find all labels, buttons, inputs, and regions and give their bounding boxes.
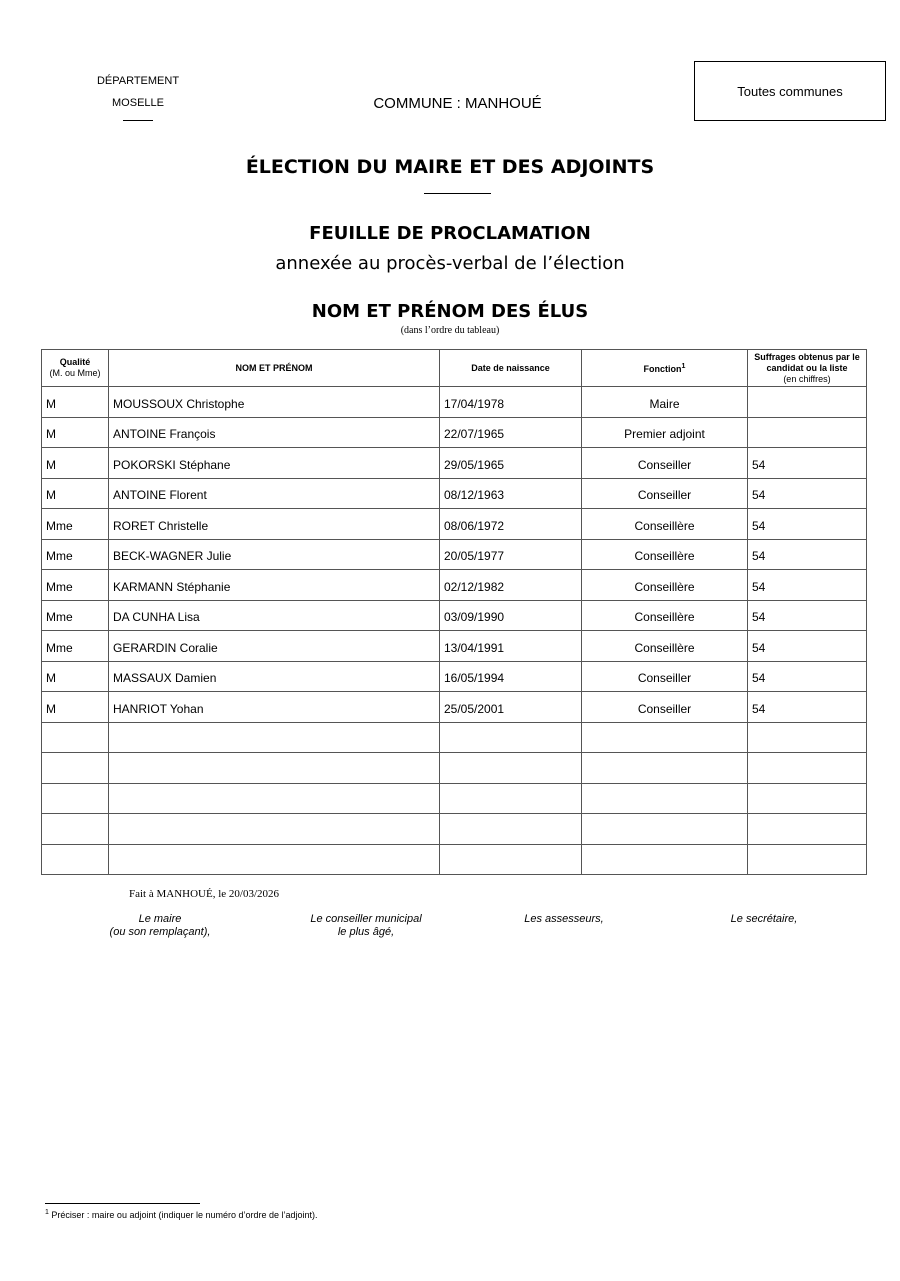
cell-date: 13/04/1991 bbox=[440, 631, 582, 662]
cell-nom: GERARDIN Coralie bbox=[109, 631, 440, 662]
cell-date: 22/07/1965 bbox=[440, 417, 582, 448]
department-label: DÉPARTEMENT bbox=[96, 75, 180, 87]
table-row bbox=[42, 387, 867, 418]
cell-fonction: Maire bbox=[582, 387, 748, 418]
cell-fonction bbox=[582, 844, 748, 875]
cell-suffrages bbox=[748, 783, 867, 814]
table-row bbox=[42, 814, 867, 845]
cell-fonction: Premier adjoint bbox=[582, 417, 748, 448]
sheet-subtitle: annexée au procès-verbal de l’élection bbox=[275, 253, 625, 274]
cell-qualite: M bbox=[42, 661, 109, 692]
table-row bbox=[42, 509, 867, 540]
cell-date: 25/05/2001 bbox=[440, 692, 582, 723]
elected-table bbox=[41, 349, 867, 875]
cell-qualite: Mme bbox=[42, 509, 109, 540]
department-divider bbox=[123, 120, 153, 121]
cell-nom: DA CUNHA Lisa bbox=[109, 600, 440, 631]
communes-box-text: Toutes communes bbox=[737, 84, 843, 99]
table-row bbox=[42, 570, 867, 601]
cell-fonction: Conseiller bbox=[582, 478, 748, 509]
cell-suffrages bbox=[748, 417, 867, 448]
cell-fonction bbox=[582, 814, 748, 845]
cell-nom: ANTOINE François bbox=[109, 417, 440, 448]
cell-nom: KARMANN Stéphanie bbox=[109, 570, 440, 601]
cell-date bbox=[440, 844, 582, 875]
cell-suffrages: 54 bbox=[748, 539, 867, 570]
page-title: ÉLECTION DU MAIRE ET DES ADJOINTS bbox=[245, 156, 655, 178]
cell-date bbox=[440, 783, 582, 814]
cell-fonction: Conseiller bbox=[582, 448, 748, 479]
table-row bbox=[42, 783, 867, 814]
table-row bbox=[42, 722, 867, 753]
cell-date bbox=[440, 753, 582, 784]
cell-date: 17/04/1978 bbox=[440, 387, 582, 418]
cell-suffrages bbox=[748, 387, 867, 418]
signature-secretaire: Le secrétaire, bbox=[730, 913, 798, 925]
cell-fonction: Conseillère bbox=[582, 509, 748, 540]
cell-date: 08/06/1972 bbox=[440, 509, 582, 540]
footnote: $^1$ Préciser : maire ou adjoint (indiquer le numéro d’ordre de l’adjoint). bbox=[45, 1209, 318, 1220]
cell-qualite: M bbox=[42, 387, 109, 418]
cell-date: 16/05/1994 bbox=[440, 661, 582, 692]
cell-date: 08/12/1963 bbox=[440, 478, 582, 509]
cell-nom bbox=[109, 722, 440, 753]
cell-fonction: Conseillère bbox=[582, 570, 748, 601]
names-title: NOM ET PRÉNOM DES ÉLUS bbox=[311, 301, 589, 322]
signature-maire: Le maire (ou son remplaçant), bbox=[109, 913, 211, 938]
cell-suffrages bbox=[748, 814, 867, 845]
cell-suffrages: 54 bbox=[748, 448, 867, 479]
cell-qualite bbox=[42, 844, 109, 875]
cell-nom: MASSAUX Damien bbox=[109, 661, 440, 692]
cell-nom bbox=[109, 753, 440, 784]
cell-date: 20/05/1977 bbox=[440, 539, 582, 570]
cell-date: 02/12/1982 bbox=[440, 570, 582, 601]
header-fonction: Fonction$^1$ bbox=[582, 350, 748, 387]
cell-nom: POKORSKI Stéphane bbox=[109, 448, 440, 479]
cell-suffrages: 54 bbox=[748, 692, 867, 723]
cell-qualite bbox=[42, 753, 109, 784]
signature-conseiller: Le conseiller municipal le plus âgé, bbox=[310, 913, 422, 938]
department-name: MOSELLE bbox=[112, 97, 164, 109]
cell-qualite: M bbox=[42, 478, 109, 509]
cell-suffrages: 54 bbox=[748, 661, 867, 692]
cell-fonction bbox=[582, 783, 748, 814]
sheet-title: FEUILLE DE PROCLAMATION bbox=[309, 223, 591, 244]
cell-nom: BECK-WAGNER Julie bbox=[109, 539, 440, 570]
communes-box bbox=[694, 61, 886, 121]
cell-nom: ANTOINE Florent bbox=[109, 478, 440, 509]
table-row bbox=[42, 692, 867, 723]
table-row bbox=[42, 661, 867, 692]
cell-fonction bbox=[582, 722, 748, 753]
table-row bbox=[42, 478, 867, 509]
cell-suffrages bbox=[748, 722, 867, 753]
order-note: (dans l’ordre du tableau) bbox=[400, 325, 500, 336]
table-row bbox=[42, 844, 867, 875]
table-row bbox=[42, 417, 867, 448]
cell-nom: RORET Christelle bbox=[109, 509, 440, 540]
cell-nom bbox=[109, 814, 440, 845]
table-row bbox=[42, 448, 867, 479]
table-row bbox=[42, 600, 867, 631]
cell-nom: HANRIOT Yohan bbox=[109, 692, 440, 723]
header-date: Date de naissance bbox=[440, 350, 582, 387]
cell-fonction: Conseillère bbox=[582, 600, 748, 631]
cell-qualite: Mme bbox=[42, 631, 109, 662]
cell-fonction: Conseillère bbox=[582, 631, 748, 662]
cell-qualite: M bbox=[42, 417, 109, 448]
header-suffrages: Suffrages obtenus par le candidat ou la liste (en chiffres) bbox=[748, 350, 867, 387]
table-row bbox=[42, 539, 867, 570]
cell-nom: MOUSSOUX Christophe bbox=[109, 387, 440, 418]
cell-qualite bbox=[42, 722, 109, 753]
cell-qualite bbox=[42, 814, 109, 845]
cell-date: 03/09/1990 bbox=[440, 600, 582, 631]
cell-suffrages: 54 bbox=[748, 570, 867, 601]
cell-date bbox=[440, 722, 582, 753]
cell-nom bbox=[109, 844, 440, 875]
cell-fonction: Conseillère bbox=[582, 539, 748, 570]
cell-suffrages: 54 bbox=[748, 631, 867, 662]
cell-date: 29/05/1965 bbox=[440, 448, 582, 479]
cell-qualite: M bbox=[42, 692, 109, 723]
cell-suffrages bbox=[748, 844, 867, 875]
cell-qualite: Mme bbox=[42, 539, 109, 570]
signature-place-date: Fait à MANHOUÉ, le 20/03/2026 bbox=[129, 888, 280, 900]
table-row bbox=[42, 631, 867, 662]
table-row bbox=[42, 753, 867, 784]
cell-nom bbox=[109, 783, 440, 814]
title-divider bbox=[424, 193, 491, 194]
header-nom: NOM ET PRÉNOM bbox=[109, 350, 440, 387]
commune-name: COMMUNE : MANHOUÉ bbox=[373, 95, 542, 112]
cell-qualite bbox=[42, 783, 109, 814]
cell-qualite: Mme bbox=[42, 600, 109, 631]
cell-suffrages: 54 bbox=[748, 600, 867, 631]
cell-fonction: Conseiller bbox=[582, 661, 748, 692]
cell-fonction bbox=[582, 753, 748, 784]
cell-suffrages: 54 bbox=[748, 478, 867, 509]
signature-assesseurs: Les assesseurs, bbox=[524, 913, 604, 925]
table-header-row bbox=[42, 350, 867, 387]
cell-date bbox=[440, 814, 582, 845]
cell-suffrages: 54 bbox=[748, 509, 867, 540]
cell-suffrages bbox=[748, 753, 867, 784]
cell-qualite: M bbox=[42, 448, 109, 479]
footnote-divider bbox=[45, 1203, 200, 1204]
header-qualite: Qualité (M. ou Mme) bbox=[42, 350, 109, 387]
cell-fonction: Conseiller bbox=[582, 692, 748, 723]
cell-qualite: Mme bbox=[42, 570, 109, 601]
